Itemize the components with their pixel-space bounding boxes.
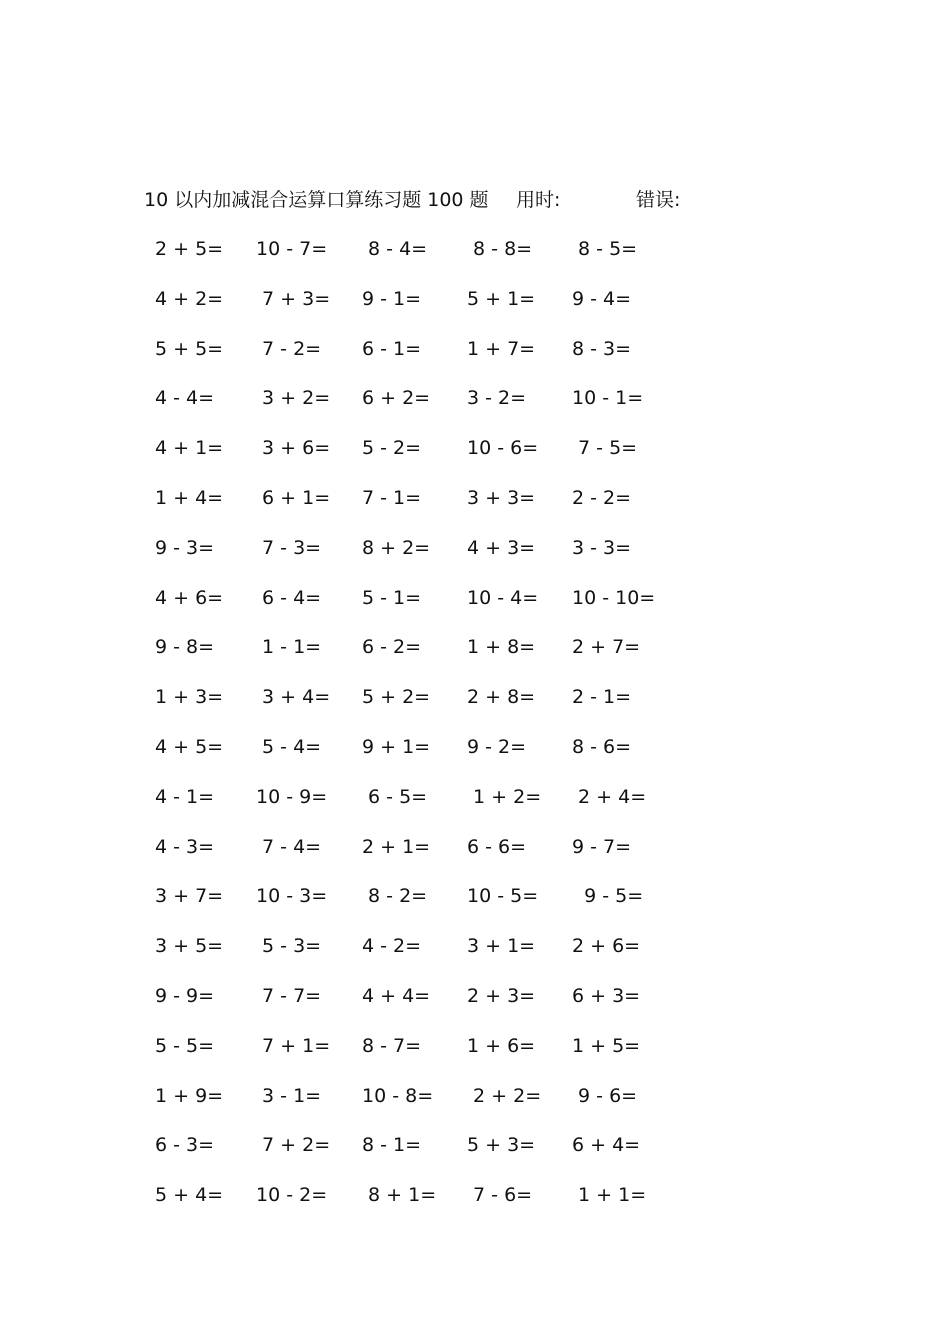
- math-problem: 5 + 5=: [155, 337, 224, 360]
- math-problem: 2 + 4=: [572, 785, 647, 808]
- math-problem: 8 - 3=: [572, 337, 632, 360]
- errors-label: 错误:: [636, 189, 681, 211]
- math-problem: 5 - 1=: [362, 586, 422, 609]
- math-problem: 9 - 1=: [362, 287, 422, 310]
- math-problem: 4 + 1=: [155, 437, 224, 460]
- math-problem: 2 + 2=: [467, 1084, 542, 1107]
- math-problem: 7 - 6=: [467, 1184, 533, 1207]
- math-problem: 9 + 1=: [362, 735, 431, 758]
- math-problem: 6 + 2=: [362, 387, 431, 410]
- math-problem: 9 - 6=: [572, 1084, 638, 1107]
- problem-row: [0, 784, 950, 834]
- math-problem: 3 + 4=: [256, 686, 331, 709]
- math-problem: 10 - 8=: [362, 1084, 434, 1107]
- math-problem: 5 + 2=: [362, 686, 431, 709]
- problem-row: [0, 385, 950, 435]
- problem-row: [0, 834, 950, 884]
- math-problem: 7 + 3=: [256, 287, 331, 310]
- problem-row: [0, 485, 950, 535]
- problem-row: [0, 983, 950, 1033]
- problem-row: [0, 883, 950, 933]
- math-problem: 2 + 5=: [155, 238, 224, 260]
- math-problem: 3 + 3=: [467, 486, 536, 509]
- math-problem: 8 - 5=: [572, 238, 638, 260]
- math-problem: 7 - 1=: [362, 486, 422, 509]
- math-problem: 6 - 3=: [155, 1134, 215, 1157]
- math-problem: 5 - 2=: [362, 437, 422, 460]
- math-problem: 6 + 1=: [256, 486, 331, 509]
- math-problem: 10 - 7=: [256, 238, 328, 260]
- math-problem: 1 + 4=: [155, 486, 224, 509]
- math-problem: 3 + 6=: [256, 437, 331, 460]
- math-problem: 6 - 4=: [256, 586, 322, 609]
- math-problem: 9 - 8=: [155, 636, 215, 659]
- math-problem: 8 - 7=: [362, 1034, 422, 1057]
- problem-row: [0, 1132, 950, 1182]
- time-used-label: 用时:: [516, 189, 561, 211]
- math-problem: 7 - 4=: [256, 835, 322, 858]
- math-problem: 1 + 2=: [467, 785, 542, 808]
- math-problem: 5 + 1=: [467, 287, 536, 310]
- math-problem: 1 + 1=: [572, 1184, 647, 1207]
- problem-row: [0, 1182, 950, 1232]
- problem-row: [0, 1033, 950, 1083]
- math-problem: 7 - 2=: [256, 337, 322, 360]
- problem-row: [0, 535, 950, 585]
- math-problem: 7 - 5=: [572, 437, 638, 460]
- problem-row: [0, 435, 950, 485]
- math-problem: 10 - 5=: [467, 885, 539, 908]
- math-problem: 8 - 2=: [362, 885, 428, 908]
- math-problem: 5 - 3=: [256, 935, 322, 958]
- math-problem: 3 + 7=: [155, 885, 224, 908]
- math-problem: 1 + 3=: [155, 686, 224, 709]
- math-problem: 6 - 2=: [362, 636, 422, 659]
- math-problem: 2 + 8=: [467, 686, 536, 709]
- math-problem: 4 + 5=: [155, 735, 224, 758]
- math-problem: 7 + 1=: [256, 1034, 331, 1057]
- math-problem: 8 - 8=: [467, 238, 533, 260]
- math-problem: 4 + 2=: [155, 287, 224, 310]
- math-problem: 7 - 3=: [256, 536, 322, 559]
- math-problem: 4 - 3=: [155, 835, 215, 858]
- math-problem: 1 + 5=: [572, 1034, 641, 1057]
- problem-row: [0, 585, 950, 635]
- math-problem: 5 - 5=: [155, 1034, 215, 1057]
- math-problem: 1 + 6=: [467, 1034, 536, 1057]
- math-problem: 7 + 2=: [256, 1134, 331, 1157]
- problem-row: [0, 336, 950, 386]
- math-problem: 4 - 1=: [155, 785, 215, 808]
- math-problem: 8 + 1=: [362, 1184, 437, 1207]
- problem-grid: [0, 236, 950, 1232]
- math-problem: 10 - 9=: [256, 785, 328, 808]
- math-problem: 9 - 7=: [572, 835, 632, 858]
- worksheet-title: 10 以内加减混合运算口算练习题 100 题: [144, 189, 489, 211]
- math-problem: 2 + 1=: [362, 835, 431, 858]
- math-problem: 4 + 3=: [467, 536, 536, 559]
- problem-row: [0, 236, 950, 286]
- math-problem: 4 - 2=: [362, 935, 422, 958]
- math-problem: 1 - 1=: [256, 636, 322, 659]
- problem-row: [0, 684, 950, 734]
- math-problem: 1 + 7=: [467, 337, 536, 360]
- math-problem: 2 - 2=: [572, 486, 632, 509]
- math-problem: 8 - 4=: [362, 238, 428, 260]
- math-problem: 6 + 4=: [572, 1134, 641, 1157]
- math-problem: 6 - 5=: [362, 785, 428, 808]
- math-problem: 10 - 6=: [467, 437, 539, 460]
- math-problem: 6 - 1=: [362, 337, 422, 360]
- math-problem: 4 + 6=: [155, 586, 224, 609]
- problem-row: [0, 286, 950, 336]
- math-problem: 6 - 6=: [467, 835, 527, 858]
- math-problem: 9 - 4=: [572, 287, 632, 310]
- math-problem: 10 - 3=: [256, 885, 328, 908]
- math-problem: 9 - 9=: [155, 984, 215, 1007]
- math-problem: 8 - 1=: [362, 1134, 422, 1157]
- math-problem: 9 - 2=: [467, 735, 527, 758]
- math-problem: 8 - 6=: [572, 735, 632, 758]
- problem-row: [0, 1083, 950, 1133]
- math-problem: 2 + 6=: [572, 935, 641, 958]
- math-problem: 4 - 4=: [155, 387, 215, 410]
- math-problem: 3 + 5=: [155, 935, 224, 958]
- math-problem: 1 + 9=: [155, 1084, 224, 1107]
- math-problem: 10 - 1=: [572, 387, 644, 410]
- math-problem: 10 - 10=: [572, 586, 656, 609]
- math-problem: 2 + 7=: [572, 636, 641, 659]
- math-problem: 3 - 3=: [572, 536, 632, 559]
- math-problem: 2 - 1=: [572, 686, 632, 709]
- math-problem: 5 - 4=: [256, 735, 322, 758]
- math-problem: 5 + 3=: [467, 1134, 536, 1157]
- math-problem: 2 + 3=: [467, 984, 536, 1007]
- math-problem: 10 - 4=: [467, 586, 539, 609]
- math-problem: 3 - 1=: [256, 1084, 322, 1107]
- problem-row: [0, 734, 950, 784]
- math-problem: 3 + 2=: [256, 387, 331, 410]
- problem-row: [0, 933, 950, 983]
- math-problem: 4 + 4=: [362, 984, 431, 1007]
- math-problem: 9 - 5=: [572, 885, 644, 908]
- math-problem: 3 + 1=: [467, 935, 536, 958]
- math-problem: 5 + 4=: [155, 1184, 224, 1207]
- math-problem: 1 + 8=: [467, 636, 536, 659]
- math-problem: 3 - 2=: [467, 387, 527, 410]
- math-problem: 10 - 2=: [256, 1184, 328, 1207]
- math-problem: 9 - 3=: [155, 536, 215, 559]
- math-problem: 6 + 3=: [572, 984, 641, 1007]
- problem-row: [0, 634, 950, 684]
- worksheet-header: [0, 186, 950, 214]
- math-problem: 7 - 7=: [256, 984, 322, 1007]
- math-problem: 8 + 2=: [362, 536, 431, 559]
